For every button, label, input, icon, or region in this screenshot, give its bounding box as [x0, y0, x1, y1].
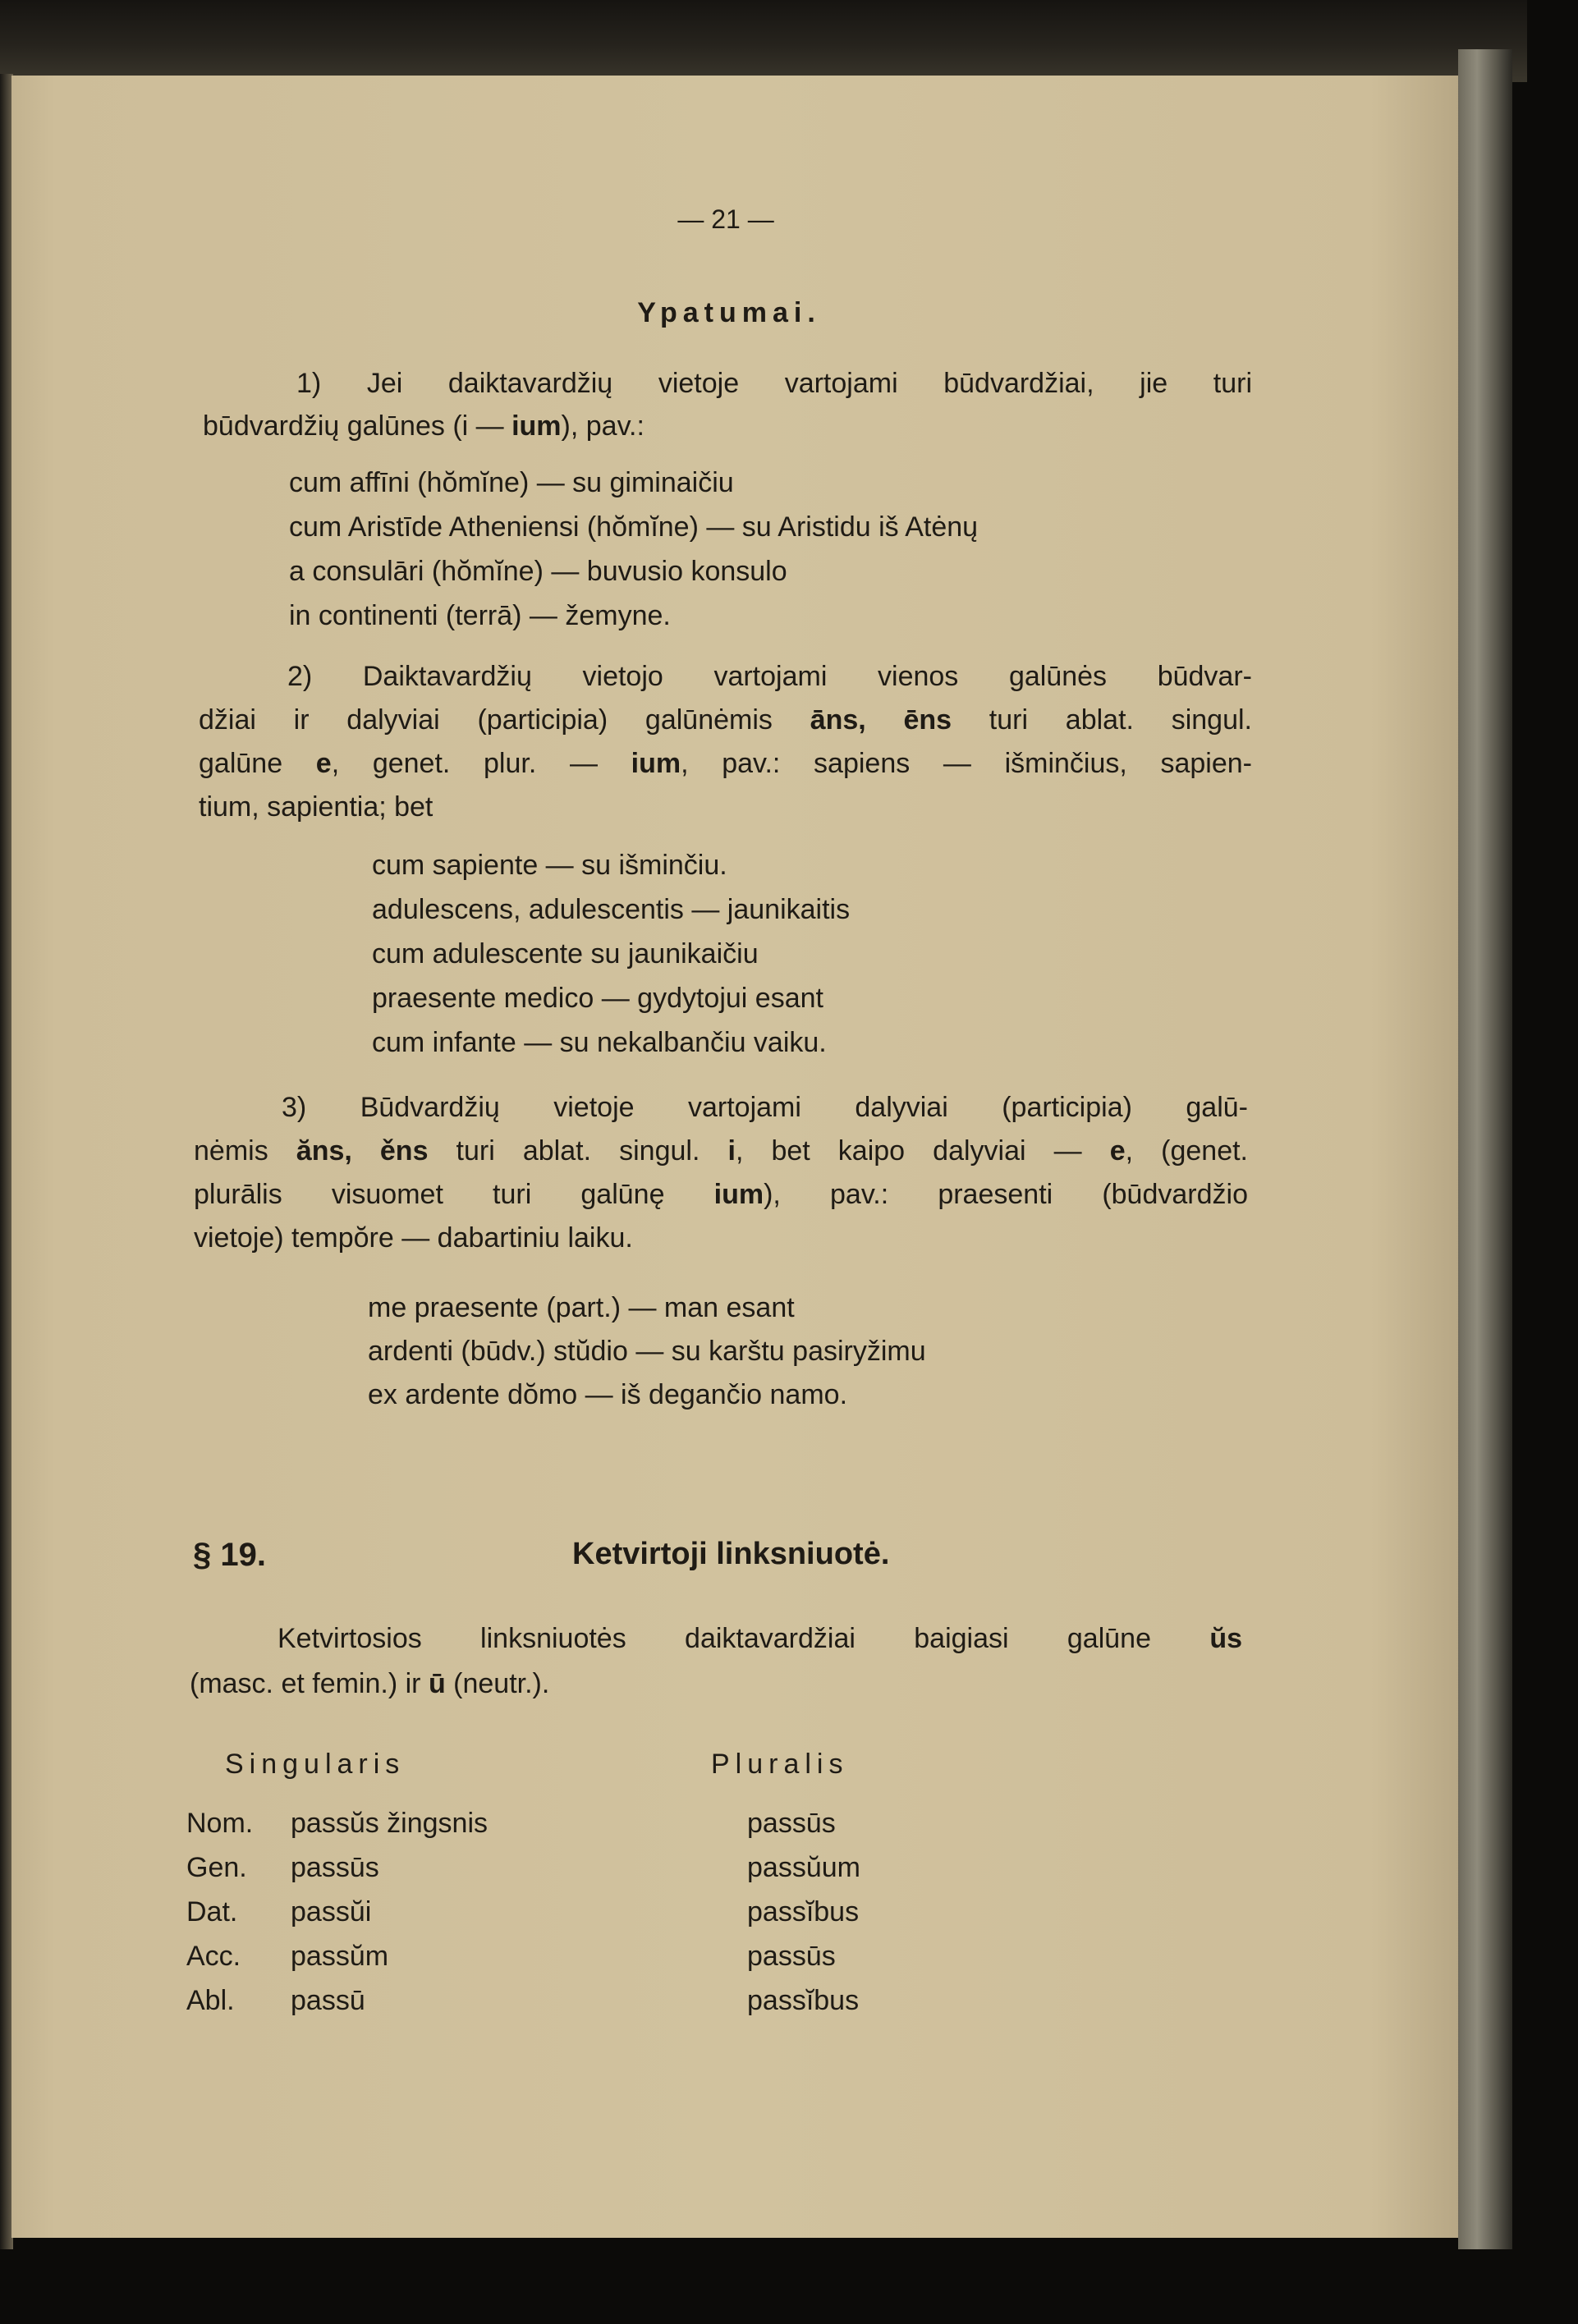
text-segment: 1) Jei daiktavardžių vietoje vartojami būdvardžiai, jie turi [296, 368, 1252, 399]
text-segment: džiai ir dalyviai (participia) galūnėmis [199, 704, 810, 736]
text-segment: 3) Būdvardžių vietoje vartojami dalyviai (participia) galū- [282, 1092, 1248, 1123]
page-number: — 21 — [677, 204, 774, 234]
case-label: Abl. [186, 1985, 235, 2016]
text-segment: plurālis visuomet turi galūnę [194, 1179, 714, 1210]
text-line [203, 405, 1252, 447]
text-segment: nėmis [194, 1135, 296, 1167]
case-label: Nom. [186, 1808, 254, 1839]
plural-form: passŭum [747, 1852, 860, 1883]
section-number: § 19. [193, 1537, 266, 1573]
text-segment: turi ablat. singul. [952, 704, 1252, 736]
case-label: Acc. [186, 1941, 241, 1972]
example-line: a consulāri (hŏmĭne) — buvusio konsulo [289, 556, 787, 587]
text-segment: ), pav.: [561, 410, 645, 442]
text-segment: vietoje) tempŏre — dabartiniu laiku. [194, 1222, 633, 1254]
example-line: cum sapiente — su išminčiu. [372, 850, 727, 881]
text-segment: turi ablat. singul. [428, 1135, 728, 1167]
text-segment: (neutr.). [445, 1668, 550, 1699]
text-segment: , (genet. [1125, 1135, 1248, 1167]
text-segment: Ketvirtosios linksniuotės daiktavardžiai baigiasi galūne [278, 1623, 1210, 1654]
text-line [194, 1217, 1248, 1260]
example-line: cum infante — su nekalbančiu vaiku. [372, 1027, 827, 1058]
example-line: cum affīni (hŏmĭne) — su giminaičiu [289, 467, 734, 498]
examples-2 [372, 843, 850, 1065]
bold-term: e [1109, 1135, 1126, 1167]
singularis-header: Singularis [225, 1749, 406, 1780]
case-label: Gen. [186, 1852, 247, 1883]
text-line [203, 362, 1252, 405]
text-line [190, 1616, 1242, 1662]
bold-term: āns, ēns [810, 704, 952, 736]
text-line [199, 742, 1252, 786]
plural-form: passĭbus [747, 1896, 860, 1927]
text-line [199, 655, 1252, 699]
pluralis-header: Pluralis [711, 1749, 849, 1780]
example-line: cum adulescente su jaunikaičiu [372, 938, 759, 969]
paragraph-4 [190, 1616, 1242, 1707]
plural-form: passĭbus [747, 1985, 860, 2016]
paragraph-2 [199, 655, 1252, 829]
scan-top-border [0, 0, 1527, 82]
plural-form: passūs [747, 1808, 836, 1839]
bold-term: ium [511, 410, 562, 442]
paragraph-1 [203, 362, 1252, 447]
bold-term: ium [713, 1179, 764, 1210]
book-cover-edge [1458, 49, 1512, 2249]
example-line: cum Aristīde Atheniensi (hŏmĭne) — su Aristidu iš Atėnų [289, 511, 979, 543]
text-segment: (masc. et femin.) ir [190, 1668, 429, 1699]
text-line [194, 1130, 1248, 1173]
text-segment: , pav.: sapiens — išminčius, sapien- [681, 748, 1253, 779]
text-segment: tium, sapientia; bet [199, 791, 433, 823]
singular-form: passŭm [291, 1941, 389, 1972]
text-line [194, 1173, 1248, 1217]
example-line: ex ardente dŏmo — iš degančio namo. [368, 1379, 848, 1410]
example-line: ardenti (būdv.) stŭdio — su karštu pasiryžimu [368, 1336, 926, 1367]
example-line: praesente medico — gydytojui esant [372, 983, 823, 1014]
text-segment: , bet kaipo dalyviai — [735, 1135, 1110, 1167]
text-line [190, 1662, 1242, 1707]
singular-form: passūs [291, 1852, 379, 1883]
examples-1 [289, 461, 978, 638]
text-segment: 2) Daiktavardžių vietojo vartojami vienos galūnės būdvar- [287, 661, 1252, 692]
bold-term: ū [428, 1668, 446, 1699]
text-segment: , genet. plur. — [331, 748, 631, 779]
singular-form: passū [291, 1985, 365, 2016]
text-line [194, 1086, 1248, 1130]
heading-ypatumai: Ypatumai. [637, 297, 821, 328]
plural-form: passūs [747, 1941, 836, 1972]
case-label: Dat. [186, 1896, 238, 1927]
paragraph-3 [194, 1086, 1248, 1260]
example-line: me praesente (part.) — man esant [368, 1292, 795, 1323]
singular-form: passŭs žingsnis [291, 1808, 489, 1839]
text-segment: ), pav.: praesenti (būdvardžio [764, 1179, 1248, 1210]
text-segment: būdvardžių galūnes (i — [203, 410, 512, 442]
bold-term: ŭs [1209, 1623, 1242, 1654]
example-line: adulescens, adulescentis — jaunikaitis [372, 894, 851, 925]
bold-term: ăns, ěns [296, 1135, 429, 1167]
section-title: Ketvirtoji linksniuotė. [572, 1537, 890, 1571]
singular-form: passŭi [291, 1896, 372, 1927]
text-line [199, 699, 1252, 742]
bold-term: ium [631, 748, 681, 779]
bold-term: i [727, 1135, 736, 1167]
example-line: in continenti (terrā) — žemyne. [289, 600, 671, 631]
bold-term: e [315, 748, 332, 779]
text-line [199, 786, 1252, 829]
text-segment: galūne [199, 748, 316, 779]
examples-3 [368, 1286, 926, 1417]
